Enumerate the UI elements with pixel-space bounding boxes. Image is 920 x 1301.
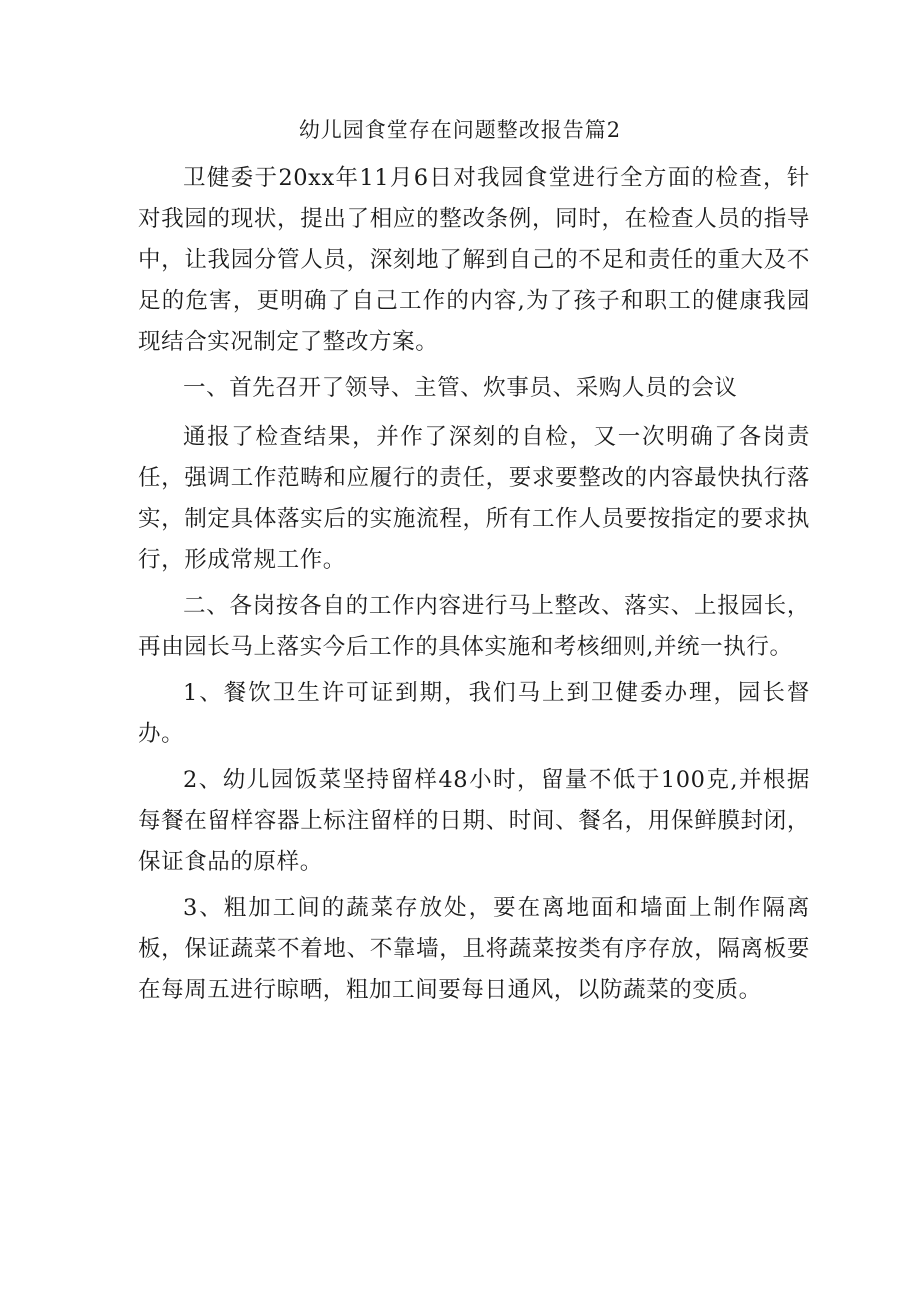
paragraph-intro: 卫健委于20xx年11月6日对我园食堂进行全方面的检查，针对我园的现状，提出了相应的整改条例，同时，在检查人员的指导中，让我园分管人员，深刻地了解到自己的不足和责任的重大及不足的危害，更明确了自己工作的内容,为了孩子和职工的健康我园现结合实况制定了整改方案。 — [138, 165, 810, 355]
paragraph-item-3: 3、粗加工间的蔬菜存放处，要在离地面和墙面上制作隔离板，保证蔬菜不着地、不靠墙，且将蔬菜按类有序存放，隔离板要在每周五进行晾晒，粗加工间要每日通风，以防蔬菜的变质。 — [138, 895, 810, 1003]
paragraph-section-one-heading: 一、首先召开了领导、主管、炊事员、采购人员的会议 — [183, 375, 738, 401]
paragraph-item-1: 1、餐饮卫生许可证到期，我们马上到卫健委办理，园长督办。 — [138, 680, 810, 747]
paragraph-section-two: 二、各岗按各自的工作内容进行马上整改、落实、上报园长，再由园长马上落实今后工作的具体实施和考核细则,并统一执行。 — [138, 593, 810, 660]
document-body — [138, 158, 810, 1016]
paragraph-item-2: 2、幼儿园饭菜坚持留样48小时，留量不低于100克,并根据每餐在留样容器上标注留样的日期、时间、餐名，用保鲜膜封闭，保证食品的原样。 — [138, 767, 810, 875]
document-title: 幼儿园食堂存在问题整改报告篇2 — [298, 118, 622, 142]
paragraph-section-one-body: 通报了检查结果，并作了深刻的自检，又一次明确了各岗责任，强调工作范畴和应履行的责任，要求要整改的内容最快执行落实，制定具体落实后的实施流程，所有工作人员要按指定的要求执行，形成常规工作。 — [138, 424, 810, 573]
